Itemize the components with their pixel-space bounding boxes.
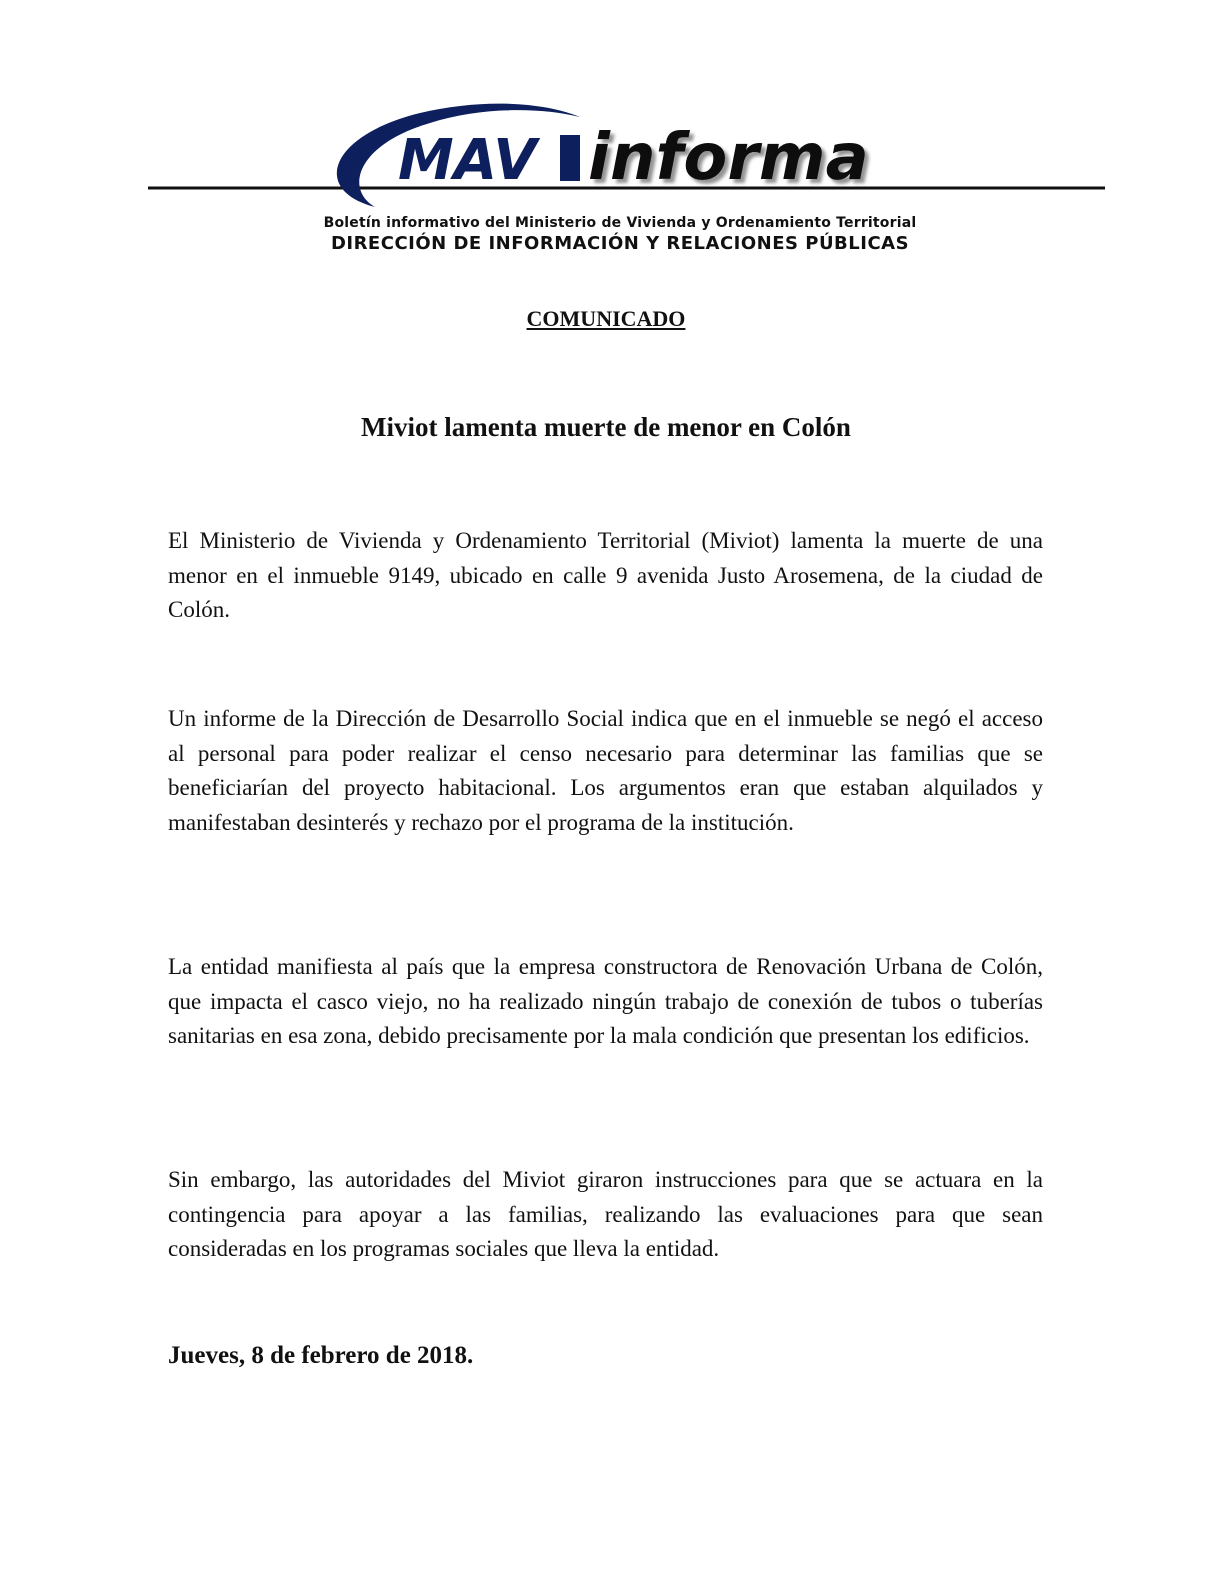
department-name: DIRECCIÓN DE INFORMACIÓN Y RELACIONES PÚBLICAS (330, 233, 910, 254)
document-title: Miviot lamenta muerte de menor en Colón (361, 412, 851, 442)
paragraph-4: Sin embargo, las autoridades del Miviot giraron instrucciones para que se actuara en la contingencia para apoyar a las familias, realizando las evaluaciones para que sean consideradas en los programas sociales que lleva la entidad. (168, 1167, 1043, 1262)
paragraph-3: La entidad manifiesta al país que la empresa constructora de Renovación Urbana de Colón, que impacta el casco viejo, no ha realizado ningún trabajo de conexión de tubos o tuberías sanitarias en esa zona, debido precisamente por la mala condición que presentan los edificios. (168, 954, 1043, 1049)
bulletin-subtitle: Boletín informativo del Ministerio de Vivienda y Ordenamiento Territorial (323, 215, 917, 231)
paragraph-2: Un informe de la Dirección de Desarrollo Social indica que en el inmueble se negó el acceso al personal para poder realizar el censo necesario para determinar las familias que se beneficiarían del proyecto habitacional. Los argumentos eran que estaban alquilados y manifestaban desinterés y rechazo por el programa de la institución. (168, 706, 1043, 835)
logo-building-block (560, 135, 580, 181)
document-kind: COMUNICADO (526, 306, 686, 331)
mivi-informa-logo (140, 95, 1110, 213)
document-date: Jueves, 8 de febrero de 2018. (168, 1342, 474, 1369)
paragraph-1: El Ministerio de Vivienda y Ordenamiento Territorial (Miviot) lamenta la muerte de una menor en el inmueble 9149, ubicado en calle 9 avenida Justo Arosemena, de la ciudad de Colón. (168, 528, 1043, 623)
logo-informa-text: informa (588, 121, 869, 195)
logo-mav-text: MAV (398, 128, 537, 193)
